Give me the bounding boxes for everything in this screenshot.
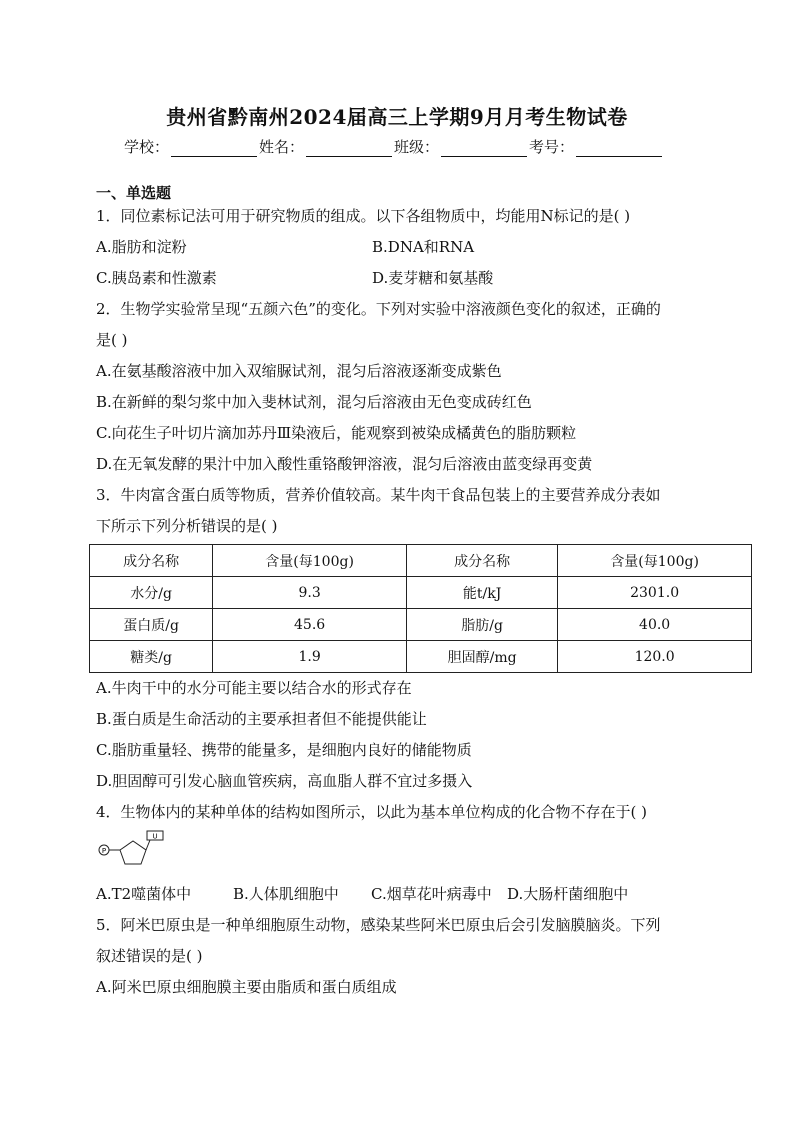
question-1-stem: 1．同位素标记法可用于研究物质的组成。以下各组物质中，均能用N标记的是( ) [96,207,631,225]
question-4-option-b: B.人体肌细胞中 [233,885,339,903]
number-blank[interactable] [576,140,662,157]
table-cell: 蛋白质/g [90,609,213,641]
section-heading: 一、单选题 [96,184,172,202]
table-header-cell: 成分名称 [90,545,213,577]
question-1-option-c: C.胰岛素和性激素 [96,269,217,287]
name-blank[interactable] [306,140,392,157]
table-header-cell: 成分名称 [406,545,557,577]
question-2-option-a: A.在氨基酸溶液中加入双缩脲试剂，混匀后溶液逐渐变成紫色 [96,362,502,380]
question-3-option-b: B.蛋白质是生命活动的主要承担者但不能提供能让 [96,710,427,728]
table-cell: 9.3 [213,577,407,609]
table-cell: 1.9 [213,641,407,673]
question-4-stem: 4．生物体内的某种单体的结构如图所示，以此为基本单位构成的化合物不存在于( ) [96,803,648,821]
table-header-cell: 含量(每100g) [213,545,407,577]
question-4-option-d: D.大肠杆菌细胞中 [507,885,629,903]
nucleotide-diagram [96,828,176,872]
table-cell: 胆固醇/mg [406,641,557,673]
base-label: U [152,832,158,841]
table-cell: 120.0 [558,641,752,673]
school-label: 学校： [124,138,170,156]
table-row [90,577,752,609]
question-4-option-c: C.烟草花叶病毒中 [371,885,492,903]
table-header-row [90,545,752,577]
question-1-option-d: D.麦芽糖和氨基酸 [372,269,494,287]
question-3-option-c: C.脂肪重量轻、携带的能量多，是细胞内良好的储能物质 [96,741,472,759]
question-5-option-a: A.阿米巴原虫细胞膜主要由脂质和蛋白质组成 [96,978,397,996]
class-label: 班级： [394,138,440,156]
table-cell: 糖类/g [90,641,213,673]
question-2-option-d: D.在无氧发酵的果汁中加入酸性重铬酸钾溶液，混匀后溶液由蓝变绿再变黄 [96,455,593,473]
question-2-option-c: C.向花生子叶切片滴加苏丹Ⅲ染液后，能观察到被染成橘黄色的脂肪颗粒 [96,424,577,442]
question-5-stem-line1: 5．阿米巴原虫是一种单细胞原生动物，感染某些阿米巴原虫后会引发脑膜脑炎。下列 [96,916,661,934]
question-3-stem-line1: 3．牛肉富含蛋白质等物质，营养价值较高。某牛肉干食品包装上的主要营养成分表如 [96,486,661,504]
table-cell: 水分/g [90,577,213,609]
question-5-stem-line2: 叙述错误的是( ) [96,947,203,965]
question-3-option-a: A.牛肉干中的水分可能主要以结合水的形式存在 [96,679,412,697]
question-2-option-b: B.在新鲜的梨匀浆中加入斐林试剂，混匀后溶液由无色变成砖红色 [96,393,532,411]
pentose-ring [120,841,146,864]
student-info-line [124,136,664,157]
question-1-option-a: A.脂肪和淀粉 [96,238,187,256]
name-label: 姓名： [259,138,305,156]
question-3-stem-line2: 下所示下列分析错误的是( ) [96,517,278,535]
class-blank[interactable] [441,140,527,157]
table-cell: 脂肪/g [406,609,557,641]
table-row [90,641,752,673]
table-cell: 45.6 [213,609,407,641]
base-bond [146,840,150,850]
table-header-cell: 含量(每100g) [558,545,752,577]
question-2-stem-line2: 是( ) [96,331,128,349]
question-2-stem-line1: 2．生物学实验常呈现“五颜六色”的变化。下列对实验中溶液颜色变化的叙述，正确的 [96,300,661,318]
table-cell: 2301.0 [558,577,752,609]
table-cell: 能t/kJ [406,577,557,609]
nutrition-table [89,544,752,673]
school-blank[interactable] [171,140,257,157]
number-label: 考号： [529,138,575,156]
question-1-option-b: B.DNA和RNA [372,238,475,256]
question-4-option-a: A.T2噬菌体中 [96,885,192,903]
table-cell: 40.0 [558,609,752,641]
page-title: 贵州省黔南州2024届高三上学期9月月考生物试卷 [166,105,628,129]
table-row [90,609,752,641]
question-3-option-d: D.胆固醇可引发心脑血管疾病，高血脂人群不宜过多摄入 [96,772,473,790]
phosphate-label: P [101,847,107,855]
